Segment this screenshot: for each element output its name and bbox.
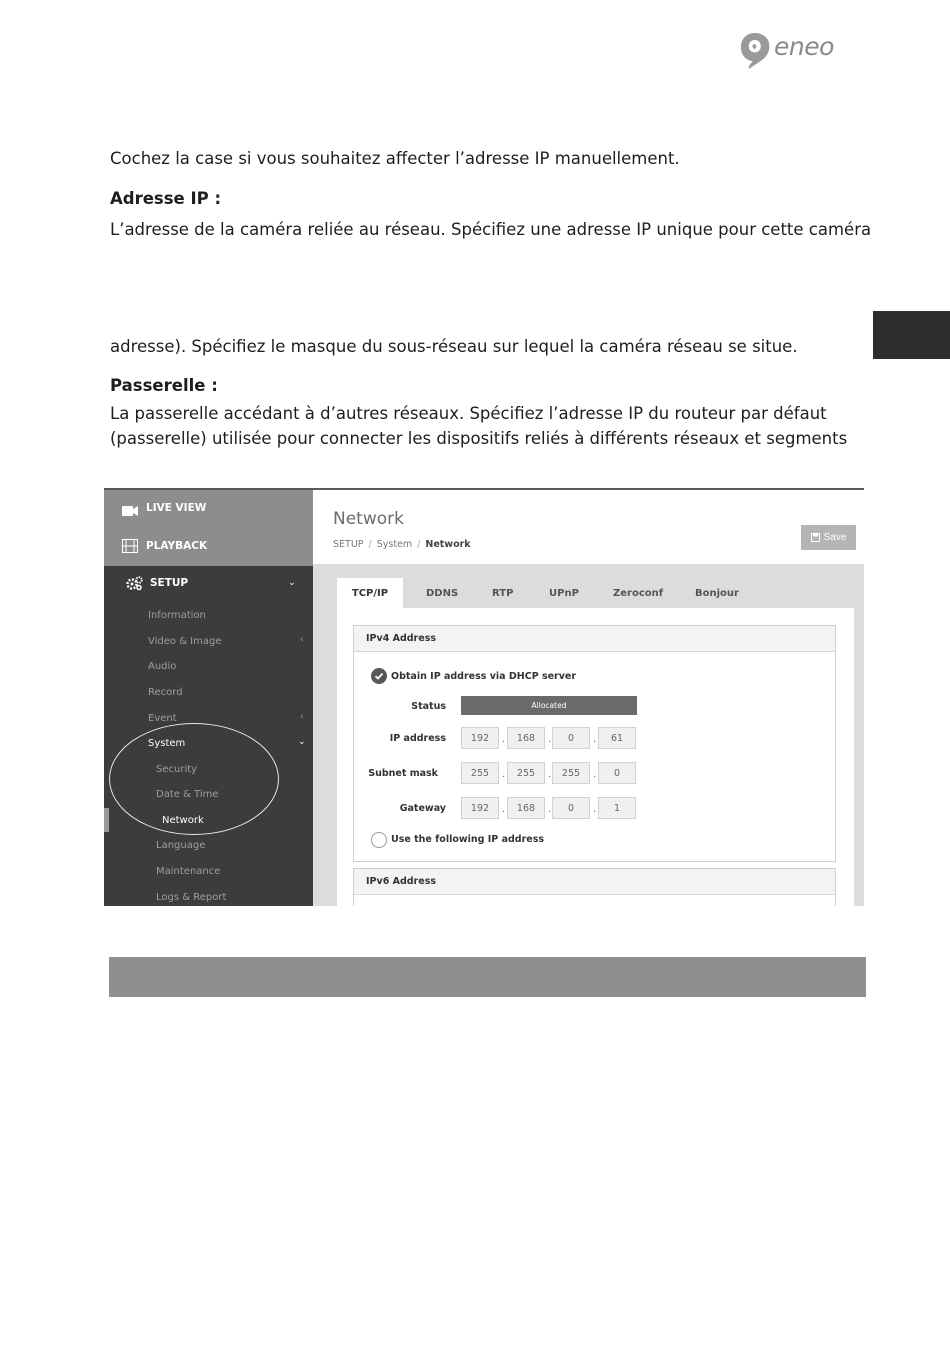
save-button[interactable] bbox=[801, 525, 856, 550]
active-indicator bbox=[104, 808, 109, 832]
logo-wordmark: eneo bbox=[774, 32, 834, 61]
status-label: Status bbox=[411, 701, 446, 712]
manual-ip-label: Use the following IP address bbox=[391, 834, 545, 845]
chevron-down-icon: ⌄ bbox=[298, 737, 306, 747]
nav-audio[interactable]: Audio bbox=[148, 661, 177, 672]
breadcrumb: SETUP / System / Network bbox=[333, 539, 471, 550]
gear-icon bbox=[126, 576, 143, 595]
chapter-tab bbox=[873, 311, 950, 359]
floppy-disk-icon bbox=[811, 533, 820, 542]
nav-network[interactable]: Network bbox=[162, 815, 204, 826]
section-bar bbox=[109, 957, 866, 997]
page-title: Network bbox=[333, 509, 404, 529]
paragraph-gateway-2: (passerelle) utilisée pour connecter les dispositifs reliés à différents réseaux et segments bbox=[110, 429, 848, 448]
ip-address-label: IP address bbox=[389, 733, 446, 744]
mask-octet-3[interactable]: 255 bbox=[552, 762, 590, 784]
nav-information[interactable]: Information bbox=[148, 610, 206, 621]
ip-octet-4[interactable]: 61 bbox=[598, 727, 636, 749]
film-icon bbox=[122, 538, 138, 557]
gw-octet-4[interactable]: 1 bbox=[598, 797, 636, 819]
heading-ip-address: Adresse IP : bbox=[110, 189, 222, 208]
nav-security[interactable]: Security bbox=[156, 764, 198, 775]
chevron-down-icon: ⌄ bbox=[288, 578, 296, 588]
chevron-left-icon: ‹ bbox=[300, 712, 304, 722]
nav-language[interactable]: Language bbox=[156, 840, 206, 851]
ipv6-title: IPv6 Address bbox=[354, 869, 835, 895]
gw-octet-2[interactable]: 168 bbox=[507, 797, 545, 819]
main-content bbox=[313, 564, 864, 906]
paragraph-gateway-1: La passerelle accédant à d’autres réseaux. Spécifiez l’adresse IP du routeur par défaut bbox=[110, 404, 827, 423]
check-icon bbox=[371, 668, 387, 684]
gw-octet-1[interactable]: 192 bbox=[461, 797, 499, 819]
save-label: Save bbox=[823, 532, 847, 543]
tab-ddns[interactable]: DDNS bbox=[426, 587, 459, 599]
dhcp-radio[interactable] bbox=[371, 668, 387, 684]
dhcp-label: Obtain IP address via DHCP server bbox=[391, 671, 577, 682]
nav-logs-report[interactable]: Logs & Report bbox=[156, 892, 227, 903]
ipv4-section: IPv4 Address Obtain IP address via DHCP server Status Allocated IP address 192 . 168 . 0 . 61 Subnet mask 255 . 255 . 255 . 0 Gateway 192 . 168 . 0 . 1 Use the following IP address bbox=[353, 625, 836, 862]
ip-octet-1[interactable]: 192 bbox=[461, 727, 499, 749]
ip-octet-3[interactable]: 0 bbox=[552, 727, 590, 749]
breadcrumb-setup[interactable]: SETUP bbox=[333, 539, 364, 550]
nav-maintenance[interactable]: Maintenance bbox=[156, 866, 221, 877]
page-header bbox=[313, 490, 864, 564]
highlight-circle bbox=[109, 723, 279, 835]
breadcrumb-network: Network bbox=[425, 539, 471, 550]
chevron-left-icon: ‹ bbox=[300, 635, 304, 645]
nav-system[interactable]: System bbox=[148, 738, 186, 749]
nav-event[interactable]: Event bbox=[148, 713, 177, 724]
manual-ip-radio[interactable] bbox=[371, 832, 387, 848]
sidebar bbox=[104, 490, 313, 906]
breadcrumb-system[interactable]: System bbox=[376, 539, 413, 550]
mask-octet-1[interactable]: 255 bbox=[461, 762, 499, 784]
paragraph-manual-ip: Cochez la case si vous souhaitez affecter l’adresse IP manuellement. bbox=[110, 149, 680, 168]
tab-rtp[interactable]: RTP bbox=[492, 587, 514, 599]
eneo-logo bbox=[738, 30, 838, 72]
tab-zeroconf[interactable]: Zeroconf bbox=[613, 587, 664, 599]
video-camera-icon bbox=[122, 502, 138, 521]
nav-live-view[interactable]: LIVE VIEW bbox=[146, 502, 207, 514]
ipv4-title: IPv4 Address bbox=[354, 626, 835, 652]
paragraph-subnet: adresse). Spécifiez le masque du sous-réseau sur lequel la caméra réseau se situe. bbox=[110, 337, 798, 356]
tab-tcp-ip[interactable]: TCP/IP bbox=[337, 578, 403, 608]
tab-bonjour[interactable]: Bonjour bbox=[695, 587, 739, 599]
status-value: Allocated bbox=[461, 696, 637, 715]
nav-video-image[interactable]: Video & Image bbox=[148, 636, 222, 647]
network-settings-screenshot bbox=[104, 488, 864, 906]
mask-octet-2[interactable]: 255 bbox=[507, 762, 545, 784]
nav-record[interactable]: Record bbox=[148, 687, 183, 698]
nav-setup[interactable]: SETUP bbox=[150, 577, 189, 589]
eneo-swirl-icon bbox=[738, 30, 772, 70]
nav-playback[interactable]: PLAYBACK bbox=[146, 540, 208, 552]
gw-octet-3[interactable]: 0 bbox=[552, 797, 590, 819]
tcp-ip-panel bbox=[337, 608, 854, 906]
tab-upnp[interactable]: UPnP bbox=[549, 587, 579, 599]
ipv6-section bbox=[353, 868, 836, 906]
subnet-mask-label: Subnet mask bbox=[368, 768, 438, 779]
mask-octet-4[interactable]: 0 bbox=[598, 762, 636, 784]
ip-octet-2[interactable]: 168 bbox=[507, 727, 545, 749]
paragraph-ip-address: L’adresse de la caméra reliée au réseau. Spécifiez une adresse IP unique pour cette caméra bbox=[110, 220, 872, 239]
heading-gateway: Passerelle : bbox=[110, 376, 218, 395]
nav-date-time[interactable]: Date & Time bbox=[156, 789, 219, 800]
gateway-label: Gateway bbox=[399, 803, 446, 814]
